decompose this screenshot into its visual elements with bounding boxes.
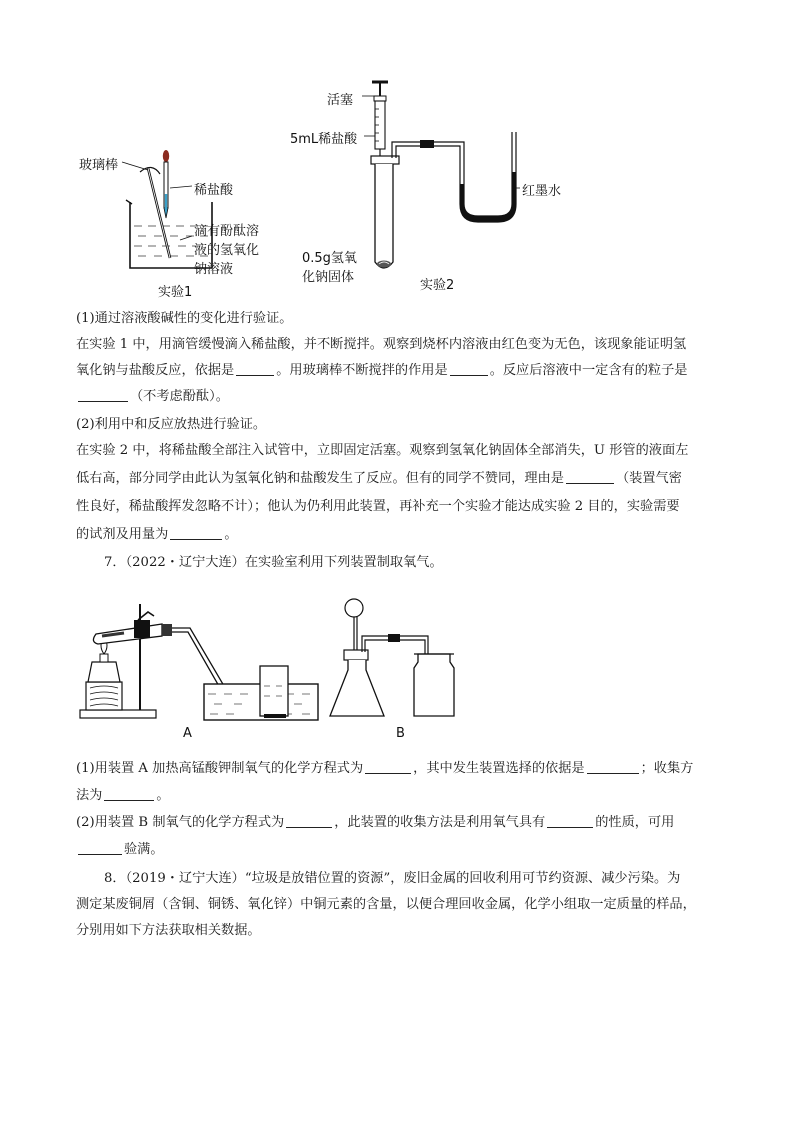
rod-label: 玻璃棒	[79, 158, 119, 173]
q6-part2-line4: 的试剂及用量为 。	[76, 527, 238, 542]
q6-part1-line3: （不考虑酚酞）。	[76, 384, 726, 411]
answer-blank[interactable]	[78, 387, 128, 402]
q6-part1-line2: 氧化钠与盐酸反应，依据是 。用玻璃棒不断搅拌的作用是 。反应后溶液中一定含有的粒子是	[76, 363, 688, 378]
answer-blank[interactable]	[587, 759, 639, 774]
q7-title: 7．（2022・辽宁大连）在实验室利用下列装置制取氧气。	[104, 555, 443, 570]
q8-line2: 测定某废铜屑（含铜、铜锈、氧化锌）中铜元素的含量，以便合理回收金属，化学小组取一定质量的样品，	[76, 897, 696, 912]
q6-part2-line1: 在实验 2 中，将稀盐酸全部注入试管中，立即固定活塞。观察到氢氧化钠固体全部消失，U 形管的液面左	[76, 443, 689, 458]
answer-blank[interactable]	[286, 813, 332, 828]
syringe-label: 5mL稀盐酸	[290, 132, 358, 147]
solid-label-2: 化钠固体	[302, 270, 355, 285]
experiment-1-caption: 实验1	[158, 285, 193, 300]
experiment-2-diagram	[360, 76, 540, 286]
q7-part2-line2: 验满。	[76, 837, 726, 864]
acid-label: 稀盐酸	[194, 183, 234, 198]
solution-label-3: 钠溶液	[194, 262, 234, 277]
answer-blank[interactable]	[450, 361, 488, 376]
plunger-label: 活塞	[327, 93, 354, 108]
q6-part1-line1: 在实验 1 中，用滴管缓慢滴入稀盐酸，并不断搅拌。观察到烧杯内溶液由红色变为无色，该现象能证明氢	[76, 337, 687, 352]
answer-blank[interactable]	[547, 813, 593, 828]
apparatus-b-diagram	[326, 596, 466, 722]
q6-part2-title: (2)利用中和反应放热进行验证。	[76, 417, 267, 432]
apparatus-a-diagram	[74, 590, 324, 726]
answer-blank[interactable]	[236, 361, 274, 376]
solution-label-2: 液的氢氧化	[194, 243, 260, 258]
experiment-2-caption: 实验2	[420, 278, 455, 293]
solution-label-1: 滴有酚酞溶	[194, 224, 260, 239]
q6-part2-line3: 性良好，稀盐酸挥发忽略不计）；他认为仍利用此装置，再补充一个实验才能达成实验 2 目的，实验需要	[76, 499, 680, 514]
q7-part1-line2: 法为 。	[76, 788, 170, 803]
q6-part2-line2: 低右高，部分同学由此认为氢氧化钠和盐酸发生了反应。但有的同学不赞同，理由是 （装置气密	[76, 471, 682, 486]
q7-part1-line1: (1)用装置 A 加热高锰酸钾制氧气的化学方程式为 ，其中发生装置选择的依据是 ；收集方	[76, 761, 694, 776]
ink-label: 红墨水	[522, 184, 562, 199]
apparatus-b-caption: B	[396, 726, 405, 741]
q6-part1-title: (1)通过溶液酸碱性的变化进行验证。	[76, 311, 293, 326]
answer-blank[interactable]	[170, 525, 222, 540]
solid-label-1: 0.5g氢氧	[302, 251, 357, 266]
q7-part2-line1: (2)用装置 B 制氧气的化学方程式为 ，此装置的收集方法是利用氧气具有 的性质，可用	[76, 815, 675, 830]
q8-line3: 分别用如下方法获取相关数据。	[76, 923, 261, 938]
apparatus-a-caption: A	[183, 726, 192, 741]
answer-blank[interactable]	[78, 840, 122, 855]
answer-blank[interactable]	[104, 786, 154, 801]
answer-blank[interactable]	[365, 759, 411, 774]
q8-line1: 8．（2019・辽宁大连）“垃圾是放错位置的资源”，废旧金属的回收利用可节约资源、减少污染。为	[104, 871, 681, 886]
answer-blank[interactable]	[566, 469, 614, 484]
